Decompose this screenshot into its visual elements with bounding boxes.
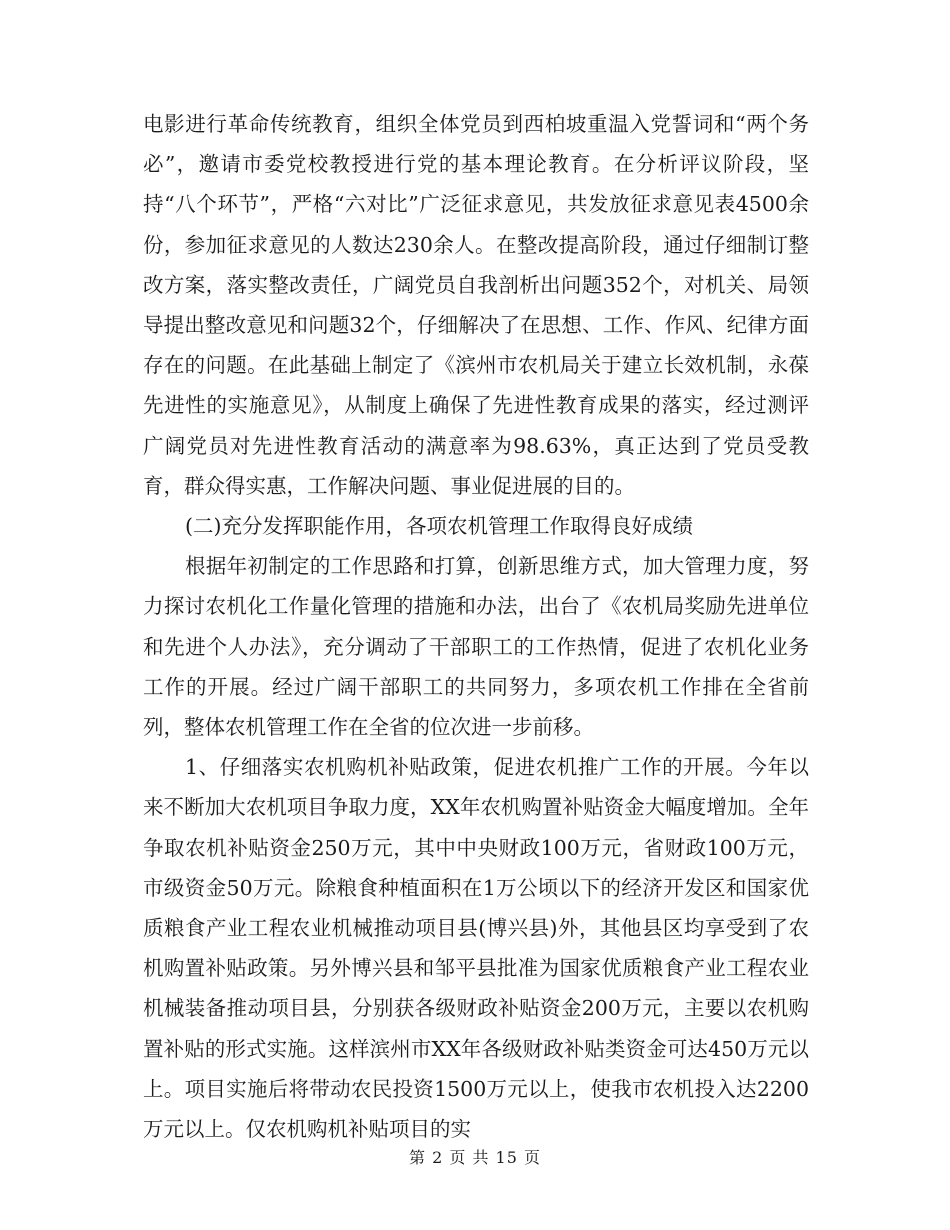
document-body <box>143 104 809 1149</box>
page-footer: 第 2 页 共 15 页 <box>409 1148 541 1167</box>
section-heading-functions: (二)充分发挥职能作用，各项农机管理工作取得良好成绩 <box>185 514 693 539</box>
body-paragraph-management: 根据年初制定的工作思路和打算，创新思维方式，加大管理力度，努力探讨农机化工作量化管理的措施和办法，出台了《农机局奖励先进单位和先进个人办法》，充分调动了干部职工的工作热情，促进了农机化业务工作的开展。经过广阔干部职工的共同努力，多项农机工作排在全省前列，整体农机管理工作在全省的位次进一步前移。 <box>143 554 809 740</box>
body-paragraph-subsidy-policy: 1、仔细落实农机购机补贴政策，促进农机推广工作的开展。今年以来不断加大农机项目争取力度，XX年农机购置补贴资金大幅度增加。全年争取农机补贴资金250万元，其中中央财政100万元，省财政100万元，市级资金50万元。除粮食种植面积在1万公顷以下的经济开发区和国家优质粮食产业工程农业机械推动项目县(博兴县)外，其他县区均享受到了农机购置补贴政策。另外博兴县和邹平县批准为国家优质粮食产业工程农业机械装备推动项目县，分别获各级财政补贴资金200万元，主要以农机购置补贴的形式实施。这样滨州市XX年各级财政补贴类资金可达450万元以上。项目实施后将带动农民投资1500万元以上，使我市农机投入达2200万元以上。仅农机购机补贴项目的实 <box>143 755 809 1142</box>
body-paragraph-party-education: 电影进行革命传统教育，组织全体党员到西柏坡重温入党誓词和“两个务必”，邀请市委党校教授进行党的基本理论教育。在分析评议阶段，坚持“八个环节”，严格“六对比”广泛征求意见，共发放征求意见表4500余份，参加征求意见的人数达230余人。在整改提高阶段，通过仔细制订整改方案，落实整改责任，广阔党员自我剖析出问题352个，对机关、局领导提出整改意见和问题32个，仔细解决了在思想、工作、作风、纪律方面存在的问题。在此基础上制定了《滨州市农机局关于建立长效机制，永葆先进性的实施意见》，从制度上确保了先进性教育成果的落实，经过测评广阔党员对先进性教育活动的满意率为98.63%，真正达到了党员受教育，群众得实惠，工作解决问题、事业促进展的目的。 <box>143 112 809 498</box>
